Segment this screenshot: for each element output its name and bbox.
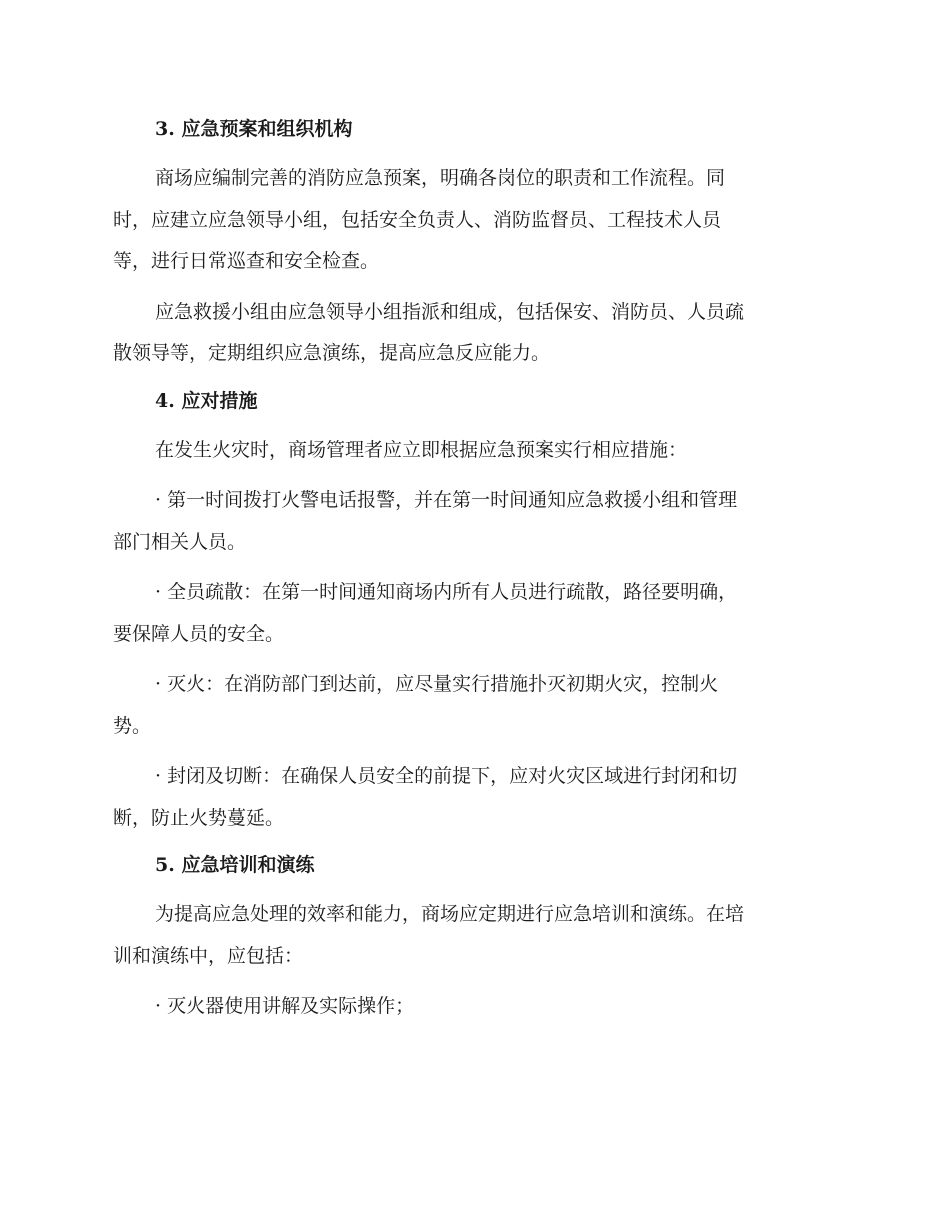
- text-line: · 第一时间拨打火警电话报警，并在第一时间通知应急救援小组和管理: [155, 489, 738, 511]
- section-heading: 3. 应急预案和组织机构: [155, 118, 353, 140]
- text-line: 商场应编制完善的消防应急预案，明确各岗位的职责和工作流程。同: [155, 167, 726, 189]
- text-line: · 灭火器使用讲解及实际操作；: [155, 995, 415, 1017]
- text-line: 散领导等，定期组织应急演练，提高应急反应能力。: [113, 342, 551, 364]
- document-body: [113, 112, 833, 1037]
- section-heading: 5. 应急培训和演练: [155, 854, 315, 876]
- text-line: 要保障人员的安全。: [113, 622, 285, 645]
- list-item: [113, 572, 833, 655]
- list-item: [113, 480, 833, 563]
- list-item: [113, 664, 833, 747]
- paragraph: [113, 430, 833, 472]
- paragraph: [113, 292, 833, 375]
- text-line: 时，应建立应急领导小组，包括安全负责人、消防监督员、工程技术人员: [113, 208, 722, 231]
- text-line: · 封闭及切断：在确保人员安全的前提下，应对火灾区域进行封闭和切: [155, 765, 738, 787]
- section-heading: 4. 应对措施: [155, 389, 258, 412]
- text-line: 部门相关人员。: [113, 530, 247, 553]
- text-line: 等，进行日常巡查和安全检查。: [113, 250, 380, 272]
- text-line: 为提高应急处理的效率和能力，商场应定期进行应急培训和演练。在培: [155, 903, 745, 925]
- paragraph: [113, 894, 833, 977]
- text-line: · 灭火：在消防部门到达前，应尽量实行措施扑灭初期火灾，控制火: [155, 673, 719, 695]
- text-line: 应急救援小组由应急领导小组指派和组成，包括保安、消防员、人员疏: [155, 300, 745, 323]
- text-line: · 全员疏散：在第一时间通知商场内所有人员进行疏散，路径要明确，: [155, 581, 738, 603]
- list-item: [113, 756, 833, 839]
- text-line: 训和演练中，应包括：: [113, 944, 304, 967]
- text-line: 在发生火灾时，商场管理者应立即根据应急预案实行相应措施：: [155, 438, 688, 461]
- paragraph: [113, 158, 833, 283]
- text-line: 势。: [113, 714, 152, 737]
- list-item: [113, 986, 833, 1028]
- text-line: 断，防止火势蔓延。: [113, 806, 285, 829]
